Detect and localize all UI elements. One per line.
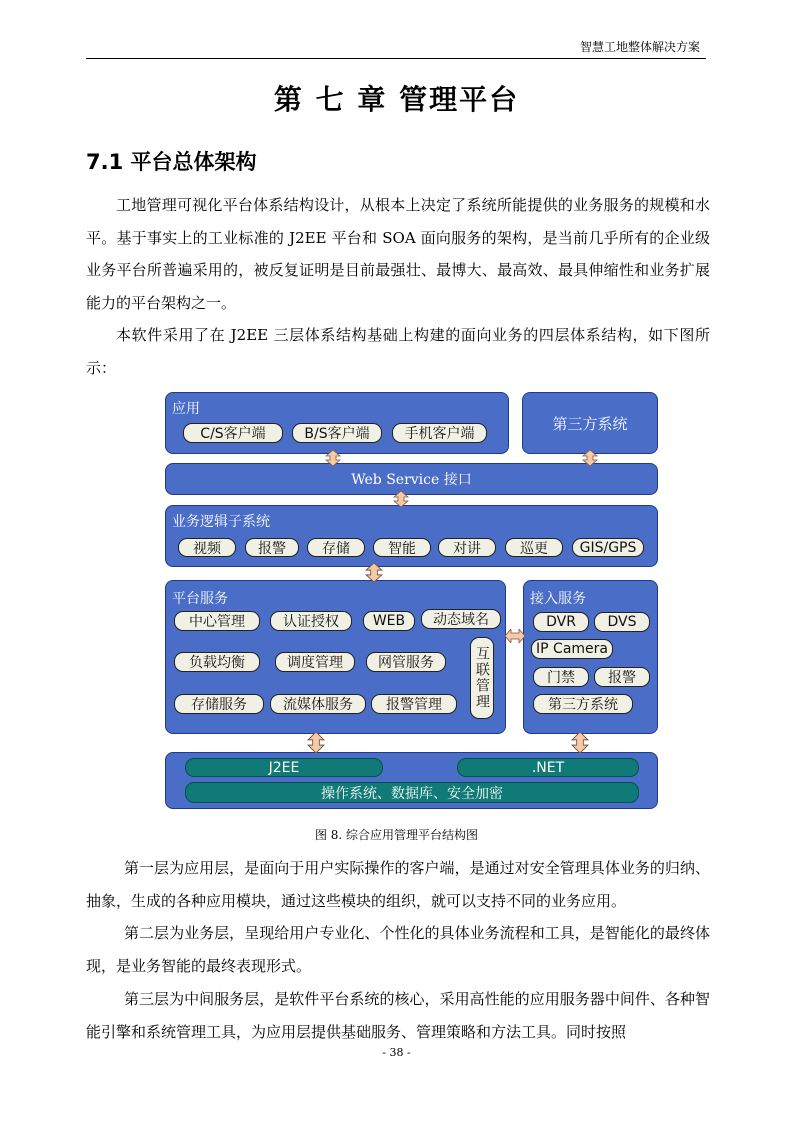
section-title: 7.1 平台总体架构: [86, 150, 257, 174]
access-item-door: 门禁: [533, 667, 589, 687]
arrow-web-business: [393, 491, 409, 507]
business-layer-panel: [165, 505, 658, 567]
paragraph-2: 本软件采用了在 J2EE 三层体系结构基础上构建的面向业务的四层体系结构，如下图所示：: [86, 326, 710, 377]
business-item-video: 视频: [178, 538, 236, 557]
header-rule: [86, 58, 706, 59]
access-item-dvr: DVR: [533, 612, 589, 632]
arrow-access-base: [571, 732, 589, 753]
app-layer-title: 应用: [172, 401, 200, 417]
page-header: 智慧工地整体解决方案: [579, 40, 700, 54]
platform-item-interconnect: 互联管理: [470, 637, 494, 719]
platform-item-auth: 认证授权: [270, 611, 352, 631]
platform-item-alarmmgmt: 报警管理: [371, 694, 457, 714]
business-item-storage: 存储: [307, 538, 365, 557]
web-service-bar: [165, 463, 658, 495]
figure-caption: 图 8. 综合应用管理平台结构图: [314, 828, 479, 842]
platform-item-loadbalance: 负载均衡: [174, 652, 260, 672]
arrow-app-web: [325, 450, 341, 466]
access-item-alarm: 报警: [594, 667, 650, 687]
chapter-title: 第 七 章 管理平台: [273, 83, 520, 116]
platform-item-streaming: 流媒体服务: [270, 694, 366, 714]
paragraph-3: 第一层为应用层，是面向于用户实际操作的客户端，是通过对安全管理具体业务的归纳、抽象，生成的各种应用模块，通过这些模块的组织，就可以支持不同的业务应用。: [86, 859, 710, 910]
arrow-business-platform: [365, 563, 383, 582]
base-os: 操作系统、数据库、安全加密: [185, 782, 639, 803]
base-j2ee: J2EE: [185, 758, 383, 777]
platform-item-netmgmt: 网管服务: [366, 652, 446, 672]
app-layer-panel: [165, 392, 509, 454]
platform-service-title: 平台服务: [172, 591, 228, 607]
platform-item-ddns: 动态域名: [421, 609, 501, 629]
third-party-panel: [522, 392, 658, 454]
business-item-patrol: 巡更: [505, 538, 563, 557]
base-net: .NET: [457, 758, 639, 777]
app-item-bs: B/S客户端: [292, 423, 382, 443]
arrow-platform-access: [505, 629, 525, 643]
paragraph-1: 工地管理可视化平台体系结构设计，从根本上决定了系统所能提供的业务服务的规模和水平。基于事实上的工业标准的 J2EE 平台和 SOA 面向服务的架构，是当前几乎所有的企业级业务平台所普遍采用的，被反复证明是目前最强壮、最博大、最高效、最具伸缩性和业务扩展能力的平台架构之一。: [86, 196, 710, 312]
access-item-thirdparty: 第三方系统: [533, 694, 633, 714]
business-item-intelligent: 智能: [373, 538, 431, 557]
access-service-panel: [523, 580, 658, 734]
access-item-dvs: DVS: [594, 612, 650, 632]
business-item-gis: GIS/GPS: [572, 538, 644, 557]
platform-item-center: 中心管理: [174, 611, 260, 631]
business-item-intercom: 对讲: [438, 538, 496, 557]
arrow-platform-base: [307, 732, 325, 753]
app-item-cs: C/S客户端: [183, 423, 283, 443]
access-item-ipcamera: IP Camera: [531, 639, 613, 659]
platform-item-dispatch: 调度管理: [275, 652, 355, 672]
access-service-title: 接入服务: [530, 591, 586, 607]
app-item-mobile: 手机客户端: [392, 423, 487, 443]
paragraph-4: 第二层为业务层，呈现给用户专业化、个性化的具体业务流程和工具，是智能化的最终体现，是业务智能的最终表现形式。: [86, 924, 710, 975]
web-service-label: Web Service 接口: [351, 472, 472, 488]
business-item-alarm: 报警: [245, 538, 299, 557]
business-layer-title: 业务逻辑子系统: [172, 514, 270, 530]
platform-item-web: WEB: [363, 611, 415, 631]
platform-item-storage: 存储服务: [174, 694, 264, 714]
third-party-label: 第三方系统: [552, 414, 628, 433]
paragraph-5: 第三层为中间服务层，是软件平台系统的核心，采用高性能的应用服务器中间件、各种智能引擎和系统管理工具，为应用层提供基础服务、管理策略和方法工具。同时按照: [86, 990, 710, 1041]
arrow-thirdparty-web: [582, 450, 598, 466]
platform-service-panel: [165, 580, 506, 734]
page-number: - 38 -: [382, 1046, 411, 1059]
base-layer-panel: [165, 752, 658, 809]
